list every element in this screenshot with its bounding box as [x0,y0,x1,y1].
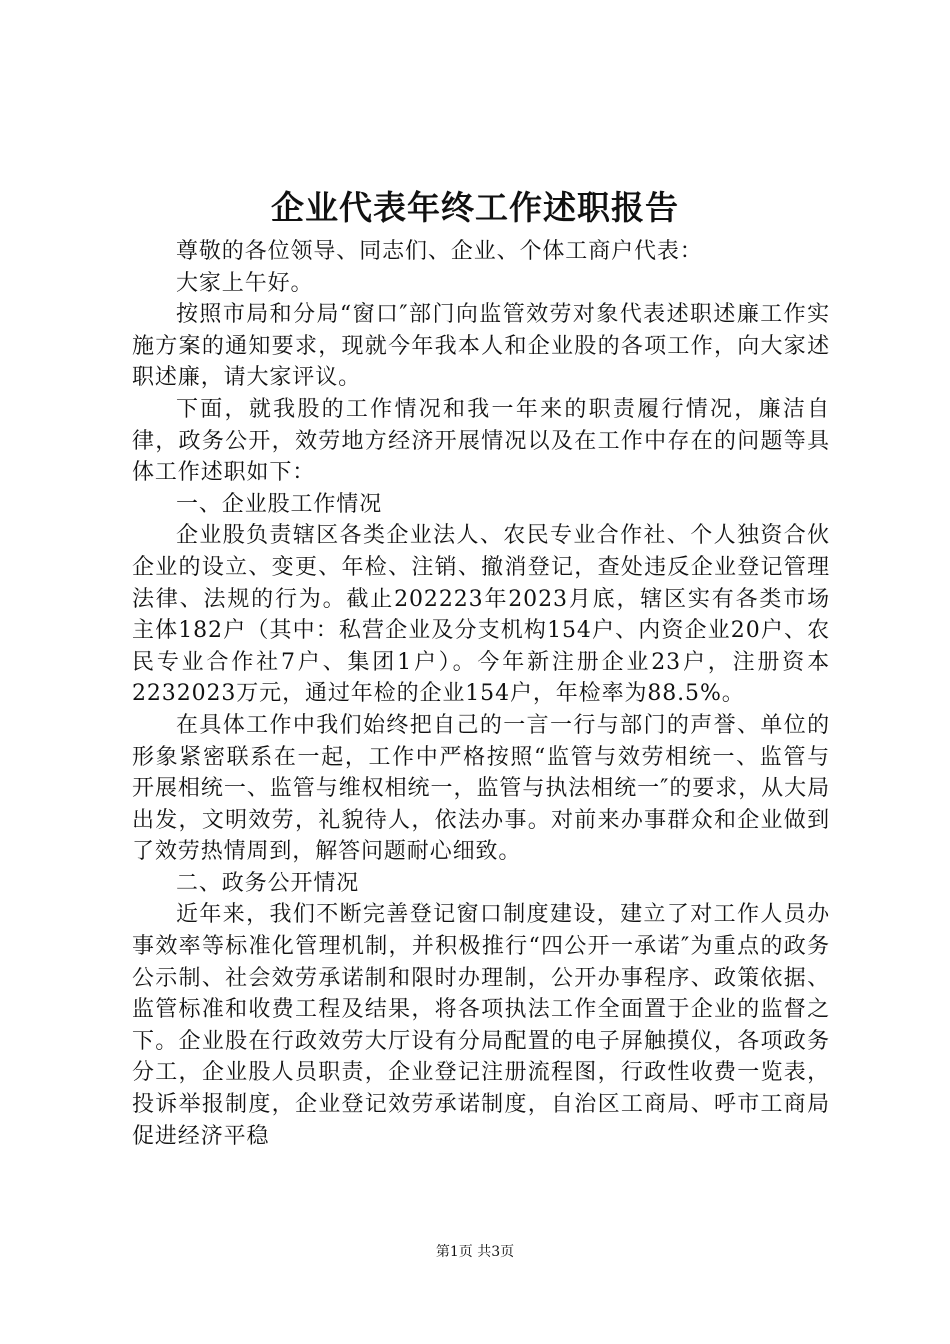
page-footer: 第1页 共3页 [435,1244,515,1260]
paragraph-overview: 下面，就我股的工作情况和我一年来的职责履行情况，廉洁自律，政务公开，效劳地方经济开展情况以及在工作中存在的问题等具体工作述职如下： [132,396,830,486]
paragraph-salutation: 尊敬的各位领导、同志们、企业、个体工商户代表： [176,239,703,264]
paragraph-enterprise-stats: 企业股负责辖区各类企业法人、农民专业合作社、个人独资合伙企业的设立、变更、年检、注销、撤消登记，查处违反企业登记管理法律、法规的行为。截止202223年2023月底，辖区实有各类市场主体182户（其中：私营企业及分支机构154户、内资企业20户、农民专业合作社7户、集团1户）。今年新注册企业23户，注册资本2232023万元，通过年检的企业154户，年检率为88.5%。 [132,523,830,707]
section-heading-2: 二、政务公开情况 [176,870,360,896]
document-body [132,236,830,1152]
section-heading-1: 一、企业股工作情况 [176,491,383,517]
paragraph-greeting: 大家上午好。 [176,270,314,296]
document-title: 企业代表年终工作述职报告 [271,188,679,227]
paragraph-transparency: 近年来，我们不断完善登记窗口制度建设，建立了对工作人员办事效率等标准化管理机制，并积极推行“四公开一承诺″为重点的政务公示制、社会效劳承诺制和限时办理制，公开办事程序、政策依据、监管标准和收费工程及结果，将各项执法工作全面置于企业的监督之下。企业股在行政效劳大厅设有分局配置的电子屏触摸仪，各项政务分工，企业股人员职责，企业登记注册流程图，行政性收费一览表，投诉举报制度，企业登记效劳承诺制度，自治区工商局、呼市工商局促进经济平稳 [132,902,830,1149]
paragraph-intro: 按照市局和分局“窗口″部门向监管效劳对象代表述职述廉工作实施方案的通知要求，现就今年我本人和企业股的各项工作，向大家述职述廉，请大家评议。 [132,302,830,391]
paragraph-work-conduct: 在具体工作中我们始终把自己的一言一行与部门的声誉、单位的形象紧密联系在一起，工作中严格按照“监管与效劳相统一、监管与开展相统一、监管与维权相统一，监管与执法相统一″的要求，从大局出发，文明效劳，礼貌待人，依法办事。对前来办事群众和企业做到了效劳热情周到，解答问题耐心细致。 [132,712,830,865]
